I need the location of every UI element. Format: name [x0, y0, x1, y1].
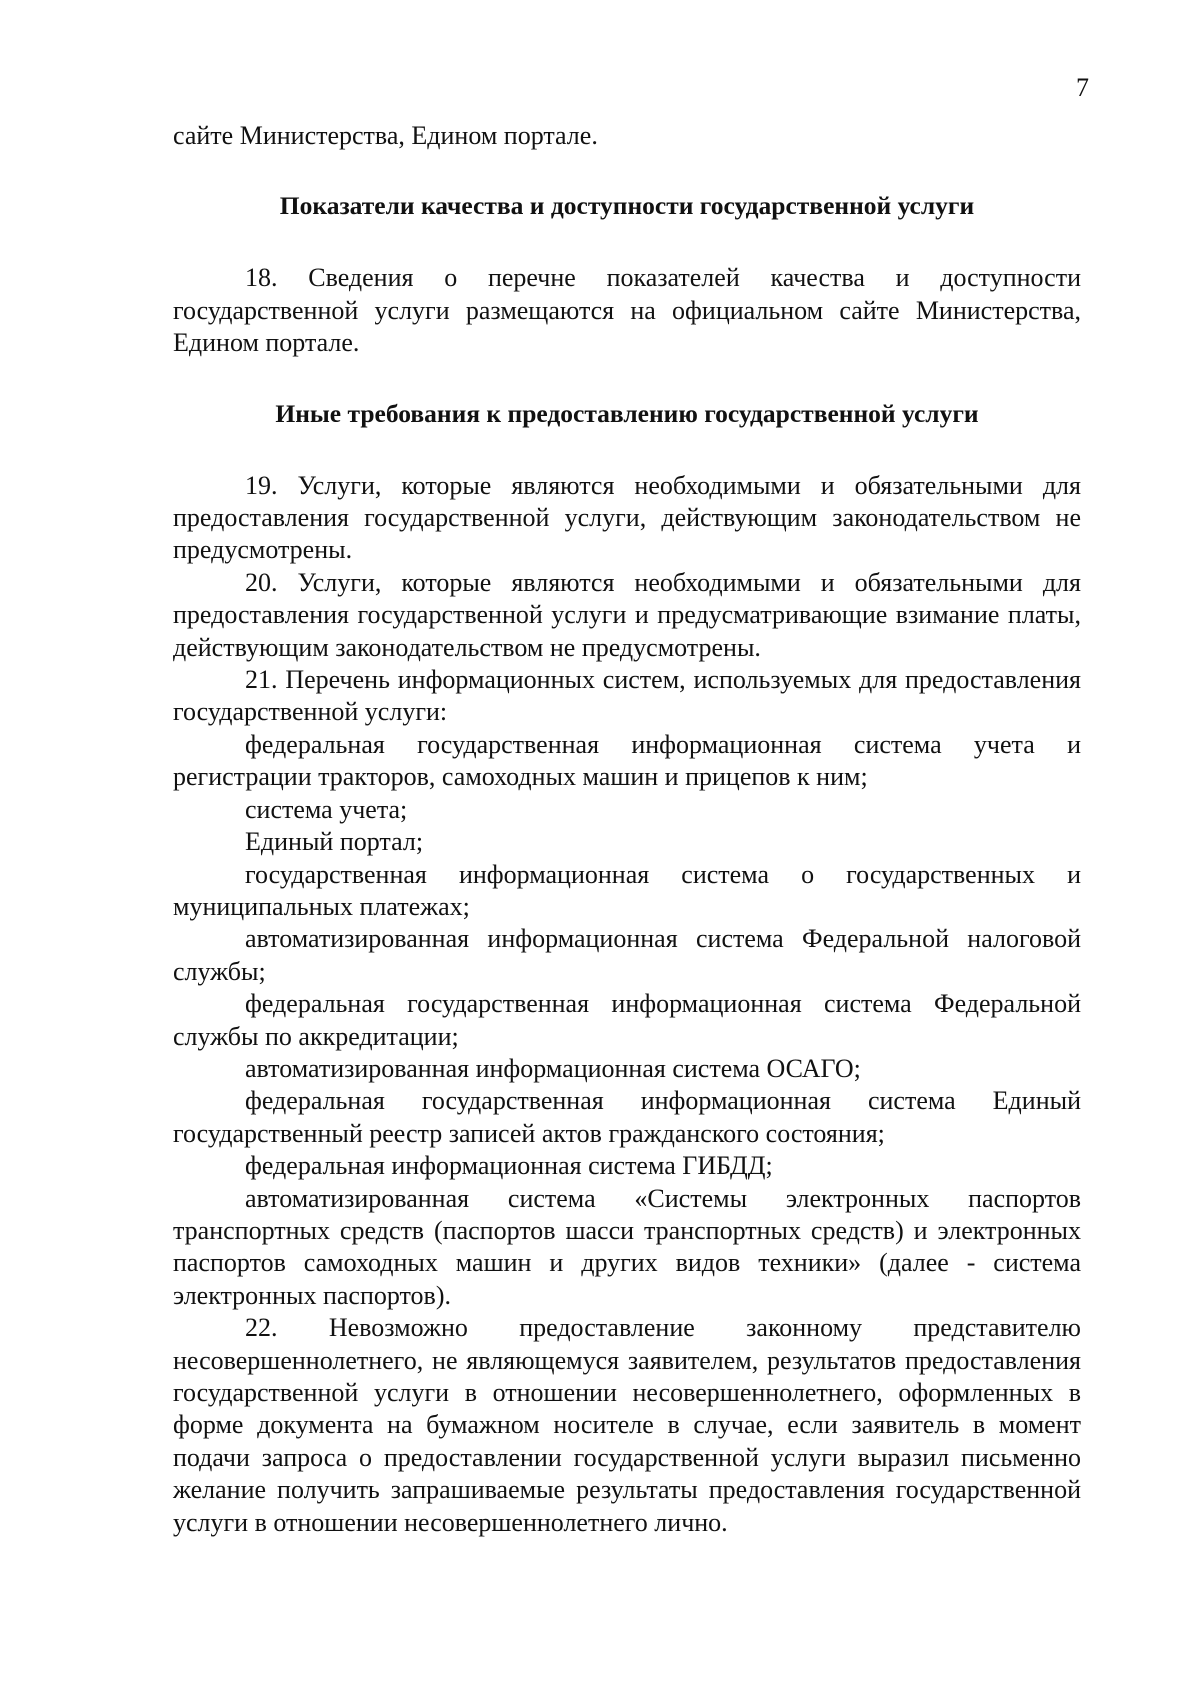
system-item: государственная информационная система о государственных и муниципальных платежах; — [173, 859, 1081, 921]
system-item: федеральная государственная информационная система учета и регистрации тракторов, самоходных машин и прицепов к ним; — [173, 729, 1081, 792]
system-item: Единый портал; — [245, 827, 424, 857]
system-item: федеральная государственная информационная система Федеральной службы по аккредитации; — [173, 989, 1081, 1051]
system-item: автоматизированная система «Системы электронных паспортов транспортных средств (паспортов шасси транспортных средств) и электронных паспортов самоходных машин и других видов техники» (далее - система электронных паспортов). — [173, 1183, 1081, 1310]
intro-line: сайте Министерства, Едином портале. — [173, 121, 598, 150]
system-item: федеральная информационная система ГИБДД; — [245, 1151, 773, 1181]
paragraph-18: 18. Сведения о перечне показателей качества и доступности государственной услуги размещаются на официальном сайте Министерства, Едином портале. — [173, 263, 1081, 358]
system-item: система учета; — [245, 794, 408, 824]
document-body — [173, 120, 1081, 1539]
system-item: федеральная государственная информационная система Единый государственный реестр записей актов гражданского состояния; — [173, 1086, 1081, 1148]
system-item: автоматизированная информационная система Федеральной налоговой службы; — [173, 924, 1081, 986]
system-item: автоматизированная информационная система ОСАГО; — [245, 1053, 861, 1083]
paragraph-22: 22. Невозможно предоставление законному представителю несовершеннолетнего, не являющемуся заявителем, результатов предоставления государственной услуги в отношении несовершеннолетнего, оформленных в форме документа на бумажном носителе в случае, если заявитель в момент подачи запроса о предоставлении государственной услуги выразил письменно желание получить запрашиваемые результаты предоставления государственной услуги в отношении несовершеннолетнего лично. — [173, 1313, 1081, 1537]
section-heading-quality: Показатели качества и доступности государственной услуги — [279, 191, 975, 221]
page-number: 7 — [1076, 73, 1089, 102]
section-heading-other-requirements: Иные требования к предоставлению государственной услуги — [275, 398, 979, 428]
paragraph-19: 19. Услуги, которые являются необходимыми и обязательными для предоставления государственной услуги, действующим законодательством не предусмотрены. — [173, 470, 1081, 565]
paragraph-21: 21. Перечень информационных систем, используемых для предоставления государственной услуги: — [173, 665, 1081, 727]
paragraph-20: 20. Услуги, которые являются необходимыми и обязательными для предоставления государственной услуги и предусматривающие взимание платы, действующим законодательством не предусмотрены. — [173, 567, 1081, 662]
